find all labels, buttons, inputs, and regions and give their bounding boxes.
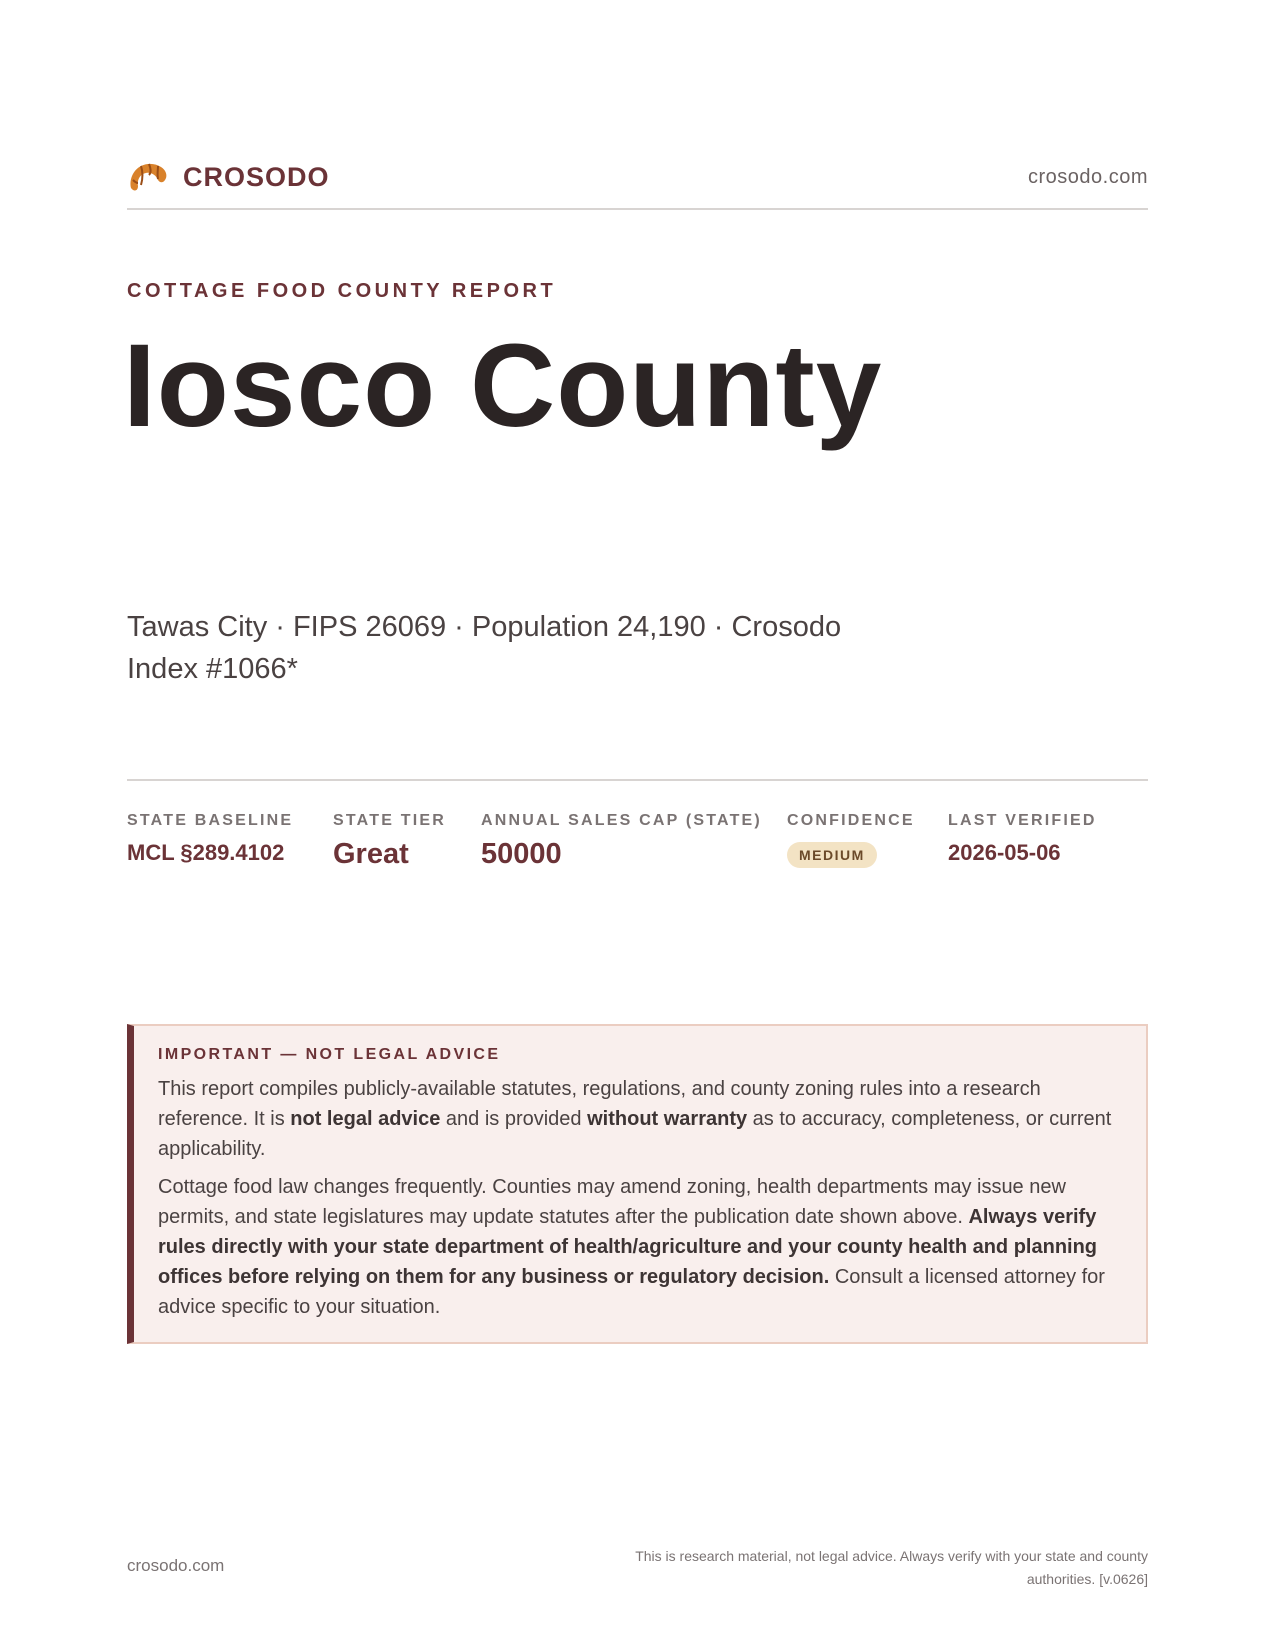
footer-site-link[interactable]: crosodo.com xyxy=(127,1556,225,1575)
notice-emphasis: not legal advice xyxy=(290,1108,441,1130)
stats-row xyxy=(127,812,1148,892)
brand-name: CROSODO xyxy=(183,161,330,192)
section-divider xyxy=(127,779,1148,781)
notice-text: Cottage food law changes frequently. Counties may amend zoning, health departments may issue new permits, and state legislatures may update statutes after the publication date shown above. xyxy=(158,1176,1066,1228)
stat-state-baseline xyxy=(127,812,293,866)
notice-text: This report compiles publicly-available statutes, regulations, and county zoning rules into a research reference. It is xyxy=(158,1078,1041,1130)
notice-emphasis: Always verify rules directly with your state department of health/agriculture and your county health and planning offices before relying on them for any business or regulatory decision. xyxy=(158,1206,1098,1288)
stat-state-tier xyxy=(333,812,446,871)
report-page xyxy=(123,0,1148,1650)
croissant-icon xyxy=(127,158,169,196)
county-summary-line: Tawas City · FIPS 26069 · Population 24,190 · Crosodo Index #1066* xyxy=(127,611,842,685)
brand xyxy=(127,158,330,196)
report-eyebrow: COTTAGE FOOD COUNTY REPORT xyxy=(127,280,557,302)
stat-label: LAST VERIFIED xyxy=(948,812,1097,829)
page-title: Iosco County xyxy=(123,320,883,452)
header-site-link[interactable]: crosodo.com xyxy=(1028,166,1148,188)
legal-notice-box xyxy=(127,1024,1148,1344)
stat-value: MCL §289.4102 xyxy=(127,840,285,865)
notice-text: Consult a licensed attorney for advice specific to your situation. xyxy=(158,1266,1105,1318)
notice-title: IMPORTANT — NOT LEGAL ADVICE xyxy=(158,1046,501,1063)
page-header xyxy=(127,158,1148,210)
notice-text: and is provided xyxy=(440,1108,588,1130)
notice-text: as to accuracy, completeness, or current applicability. xyxy=(158,1108,1112,1160)
confidence-badge: MEDIUM xyxy=(787,842,877,868)
stat-label: STATE TIER xyxy=(333,812,446,829)
stat-label: CONFIDENCE xyxy=(787,812,915,829)
footer-disclaimer: This is research material, not legal advice. Always verify with your state and county authorities. [v.0626] xyxy=(635,1548,1148,1587)
notice-paragraph-2 xyxy=(158,1172,1122,1322)
notice-paragraph-1 xyxy=(158,1074,1122,1164)
stat-value: Great xyxy=(333,838,409,870)
notice-emphasis: without warranty xyxy=(587,1108,748,1130)
stat-label: ANNUAL SALES CAP (STATE) xyxy=(481,812,762,829)
stat-label: STATE BASELINE xyxy=(127,812,294,829)
stat-value: 2026-05-06 xyxy=(948,840,1061,865)
stat-value: 50000 xyxy=(481,838,562,870)
stat-last-verified xyxy=(948,812,1097,866)
stat-sales-cap xyxy=(481,812,762,871)
stat-confidence xyxy=(787,812,915,868)
